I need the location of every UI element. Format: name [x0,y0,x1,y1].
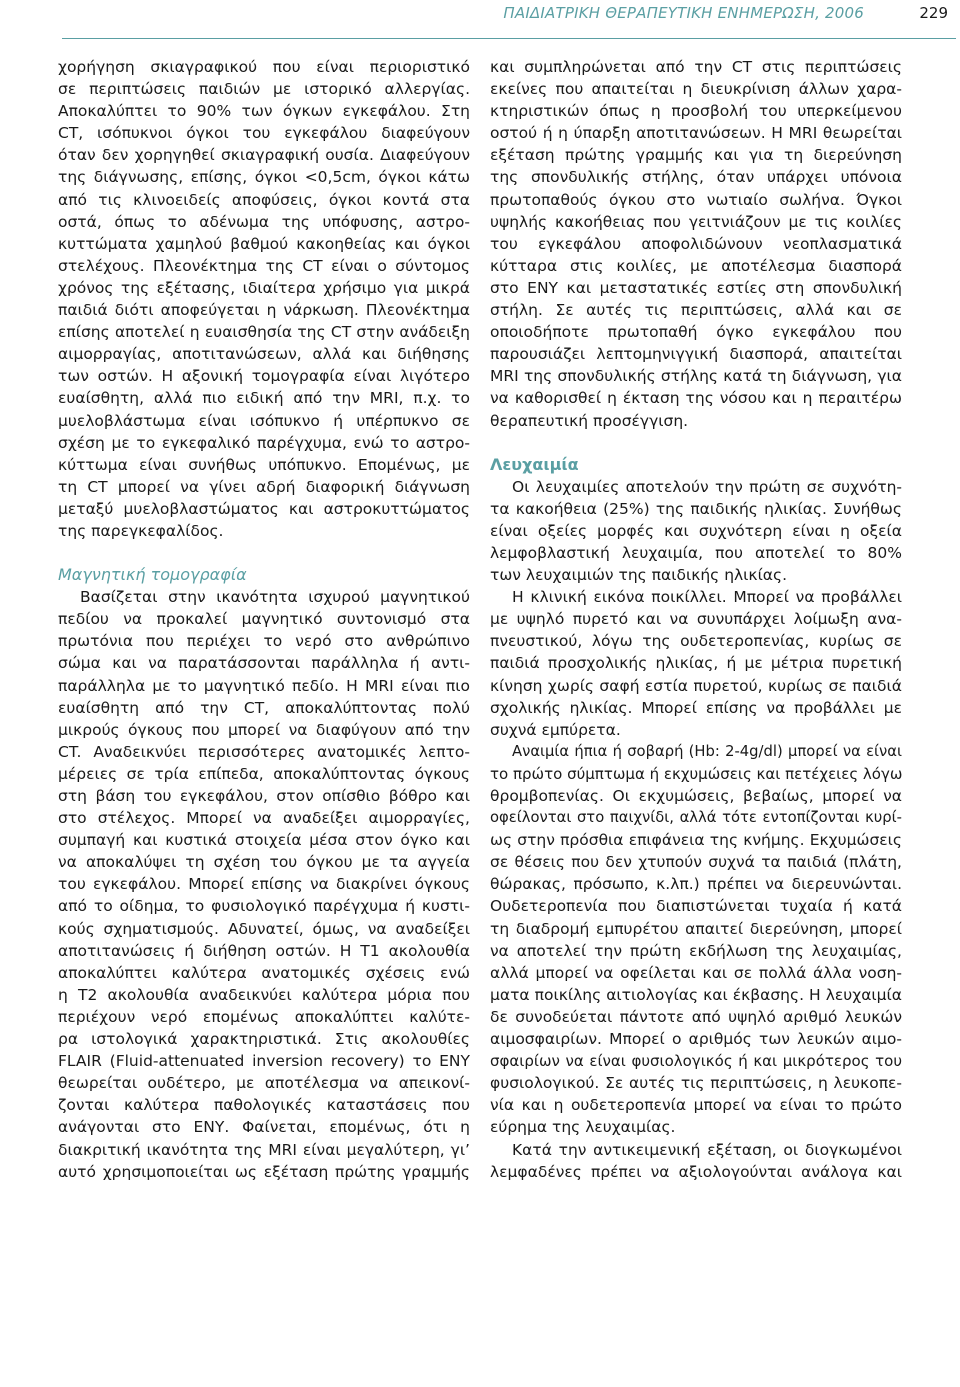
text-line: οστά, όπως το αδένωμα της υπόφυσης, αστρο- [58,212,470,231]
text-line: φυσιολογικού. Σε αυτές τις περιπτώσεις, η λευκοπε- [490,1074,902,1093]
text-line: η Τ2 ακολουθία αναδεικνύει καλύτερα μόρια που [58,985,470,1004]
text-line: χορήγηση σκιαγραφικού που είναι περιοριστικό [58,58,470,76]
text-line: παιδιά διότι αποφεύγεται η νάρκωση. Πλεονέκτημα [58,301,470,320]
text-line: CT. Αναδεικνύει περισσότερες ανατομικές λεπτο- [58,742,470,761]
text-line: της σπονδυλικής στήλης, όταν υπάρχει υπόνοια [490,168,902,187]
text-line: θρομβοπενίας. Οι εκχυμώσεις, βεβαίως, μπορεί να [490,787,902,805]
right-column [490,56,902,1183]
text-line: Οι λευχαιμίες αποτελούν την πρώτη σε συχνότη- [512,477,902,496]
text-line: με υψηλό πυρετό και να συνυπάρχει λοίμωξη ανα- [490,610,902,629]
text-line: ευαίσθητη, αλλά πιο ειδική από την MRI, π.χ. το [58,389,470,408]
text-line: υψηλής κακοήθειας που γειτνιάζουν με τις κοιλίες [490,212,902,231]
text-line: Κατά την αντικειμενική εξέταση, οι διογκωμένοι [512,1140,902,1159]
section-heading-leukemia: Λευχαιμία [490,454,579,474]
text-line: να καθορισθεί η έκταση της νόσου και η περαιτέρω [490,389,902,408]
text-line: αιμοσφαιρίων. Μπορεί ο αριθμός των λευκών αιμο- [490,1030,902,1049]
text-line: λεμφοβλαστική λευχαιμία, που αποτελεί το 80% [490,543,902,562]
page-number: 229 [919,4,948,22]
mri-paragraph [58,586,470,1183]
text-line: στο στέλεχος. Μπορεί να αναδείξει αιμορραγίες, [58,809,470,828]
text-line: λεμφαδένες πρέπει να αξιολογούνται ανάλογα και [490,1162,902,1181]
leukemia-paragraph-4 [490,1139,902,1183]
section-heading-mri: Μαγνητική τομογραφία [58,565,247,585]
left-column [58,56,470,1183]
text-line: μέρειες σε τρία επίπεδα, αποκαλύπτοντας όγκους [58,764,470,783]
text-line: δε συνοδεύεται πάντοτε από υψηλό αριθμό λευκών [490,1007,902,1026]
text-line: κτηριστικών όπως η προσβολή του υπερκείμενου [490,102,902,121]
text-line: διακριτική ικανότητα της MRI είναι μεγαλύτερη, γι’ [58,1140,470,1159]
text-line: ανάγονται στο ΕΝΥ. Φαίνεται, επομένως, ότι η [58,1118,470,1137]
text-line: εξέταση πρώτης γραμμής και για τη διερεύνηση [490,146,902,165]
text-line: παιδιά προσχολικής ηλικίας, ή με μέτρια πυρετική [490,654,902,673]
leukemia-paragraph-2 [490,586,902,741]
text-line: εύρημα της λευχαιμίας. [490,1118,676,1137]
text-line: νία και η ουδετεροπενία μπορεί να είναι το πρώτο [490,1096,902,1115]
text-line: θώρακας, πρόσωπο, κ.λπ.) πρέπει να διερευνώνται. [490,875,902,894]
text-line: σε περιπτώσεις παιδιών με ιστορικό αλλεργίας. [58,80,470,99]
text-line: Αναιμία ήπια ή σοβαρή (Hb: 2-4g/dl) μπορεί να είναι [512,742,902,760]
running-header [62,0,956,39]
text-line: από το οίδημα, το φυσιολογικό παρέγχυμα ή κυστι- [58,897,470,916]
text-line: αποκαλύπτει καλύτερα ανατομικές σχέσεις ενώ [58,963,470,982]
text-line: πνευστικού, λόγω της ουδετεροπενίας, κυρίως σε [490,632,902,651]
text-line: και συμπληρώνεται από την CT στις περιπτώσεις [490,58,902,76]
text-line: πρωτοπαθούς όγκου στο νωτιαίο σωλήνα. Όγκοι [490,190,902,209]
text-line: επίσης αποτελεί η ευαισθησία της CT στην ανάδειξη [58,323,470,342]
text-line: συχνά εμπύρετα. [490,720,621,739]
text-line: της διάγνωσης, επίσης, όγκοι <0,5cm, όγκοι κάτω [58,168,470,187]
text-line: τα κακοήθεια (25%) της παιδικής ηλικίας. Συνήθως [490,499,902,518]
text-line: οστού ή η ύπαρξη αποτιτανώσεων. Η MRI θεωρείται [490,124,902,143]
text-line: εκείνες που απαιτείται η διευκρίνιση άλλων χαρα- [490,80,902,99]
text-line: κούς σχηματισμούς. Αδυνατεί, όμως, να αναδείξει [58,919,470,938]
text-line: στο ΕΝΥ και μεταστατικές εστίες στη σπονδυλική [490,278,902,297]
text-line: κύτταρα στις κοιλίες, με αποτέλεσμα διασπορά [490,256,902,275]
text-line: σχέση με το εγκεφαλικό παρέγχυμα, ενώ το αστρο- [58,433,470,452]
text-line: αποτιτανώσεις ή διήθηση οστών. Η Τ1 ακολουθία [58,941,470,960]
text-line: σε θέσεις που δεν χτυπούν συχνά τα παιδιά (πλάτη, [490,853,902,872]
text-line: ως στην πρόσθια επιφάνεια της κνήμης. Εκχυμώσεις [490,831,902,850]
text-line: οποιοδήποτε πρωτοπαθή όγκο εγκεφάλου που [490,323,902,342]
journal-title: ΠΑΙΔΙΑΤΡΙΚΗ ΘΕΡΑΠΕΥΤΙΚΗ ΕΝΗΜΕΡΩΣΗ, 2006 [503,4,864,22]
text-line: στη βάση του εγκεφάλου, στον οπίσθιο βόθρο και [58,787,470,805]
text-line: πρωτόνια που περιέχει το νερό στο ανθρώπινο [58,632,470,651]
text-line: μικρούς όγκους που μπορεί να διαφύγουν από την [58,720,470,739]
text-line: Βασίζεται στην ικανότητα ισχυρού μαγνητικού [80,588,470,607]
text-line: θεωρείται ουδέτερο, με αποτέλεσμα να απεικονί- [58,1074,470,1093]
text-line: κίνηση χωρίς σαφή εστία πυρετού, κυρίως σε παιδιά [490,676,902,695]
section-gap [490,432,902,454]
text-line: των οστών. Η αξονική τομογραφία είναι λιγότερο [58,367,470,386]
text-line: Η κλινική εικόνα ποικίλλει. Μπορεί να προβάλλει [512,588,902,607]
leukemia-paragraph-3 [490,741,902,1139]
text-line: να αποκαλύψει τη σχέση του όγκου με τα αγγεία [58,853,470,872]
text-line: του εγκεφάλου αποφολιδώνουν νεοπλασματικά [490,234,902,253]
text-line: αλλά μπορεί να οφείλεται και σε πολλά άλλα νοση- [490,963,902,982]
text-line: ζονται καλύτερα παθολογικές καταστάσεις που [58,1096,470,1115]
text-line: μεταξύ μυελοβλαστώματος και αστροκυττώματος [58,499,470,518]
text-line: είναι οξείες μορφές και συχνότερη είναι η οξεία [490,521,902,540]
text-line: οφείλονται στο παιχνίδι, αλλά τότε εντοπίζονται κυρί- [490,809,902,827]
text-line: στήλη. Σε αυτές τις περιπτώσεις, αλλά και σε [490,301,902,320]
text-line: περιέχουν νερό επομένως αποκαλύπτει καλύτε- [58,1007,470,1026]
ct-paragraph [58,56,470,542]
text-line: από τις κλινοειδείς αποφύσεις, όγκοι κοντά στα [58,190,470,209]
text-line: αιμορραγίας, αποτιτανώσεων, αλλά και διήθησης [58,345,470,364]
text-line: Ουδετεροπενία που διαπιστώνεται τυχαία ή κατά [490,897,902,916]
text-line: συμπαγή και κυστικά στοιχεία μέσα στον όγκο και [58,831,470,850]
text-line: μυελοβλάστωμα είναι ισόπυκνο ή υπέρπυκνο σε [58,411,470,430]
leukemia-paragraph-1 [490,476,902,586]
text-line: CT, ισόπυκνοι όγκοι του εγκεφάλου διαφεύγουν [58,124,470,143]
text-line: ρα ιστολογικά χαρακτηριστικά. Στις ακολουθίες [58,1030,470,1049]
text-line: τη διαδρομή εμπυρέτου απαιτεί διερεύνηση, μπορεί [490,919,902,938]
mri-continued-paragraph [490,56,902,432]
text-line: παρουσιάζει λεπτομηνιγγική διασπορά, απαιτείται [490,345,902,364]
text-line: του εγκεφάλου. Μπορεί επίσης να διακρίνει όγκους [58,875,470,894]
text-line: στελέχους. Πλεονέκτημα της CT είναι ο σύντομος [58,256,470,275]
text-line: σχολικής ηλικίας. Μπορεί επίσης να προβάλλει με [490,698,902,717]
text-line: αυτό χρησιμοποιείται ως εξέταση πρώτης γραμμής [58,1162,470,1181]
text-line: FLAIR (Fluid-attenuated inversion recovery) το ΕΝΥ [58,1052,470,1071]
text-line: πεδίου να προκαλεί μαγνητικό συντονισμό στα [58,610,470,629]
text-line: το πρώτο σύμπτωμα ή εκχυμώσεις και πετέχειες λόγω [490,764,902,783]
text-line: να αποτελεί την πρώτη εκδήλωση της λευχαιμίας, [490,941,902,960]
text-line: ματα ποικίλης αιτιολογίας και έκβασης. Η λευχαιμία [490,985,902,1004]
text-line: χρόνος της εξέτασης, ιδιαίτερα χρήσιμο για μικρά [58,278,470,297]
text-line: τη CT μπορεί να γίνει αδρή διαφορική διάγνωση [58,477,470,496]
text-line: σφαιρίων να είναι φυσιολογικός ή και μικρότερος του [490,1052,902,1071]
section-gap [58,542,470,564]
text-line: ευαίσθητη από την CT, αποκαλύπτοντας πολύ [58,698,470,717]
text-line: όταν δεν χορηγηθεί σκιαγραφική ουσία. Διαφεύγουν [58,146,470,165]
text-line: Αποκαλύπτει το 90% των όγκων εγκεφάλου. Στη [58,102,470,121]
text-line: παράλληλα με το μαγνητικό πεδίο. Η MRI είναι πιο [58,676,470,695]
text-line: κυττώματα χαμηλού βαθμού κακοηθείας και όγκοι [58,234,470,253]
text-line: της παρεγκεφαλίδος. [58,521,224,540]
text-line: κύττωμα είναι συνήθως υπόπυκνο. Επομένως, με [58,455,470,474]
text-line: των λευχαιμιών της παιδικής ηλικίας. [490,566,788,585]
text-line: σώμα και να παρατάσσονται παράλληλα ή αντι- [58,654,470,673]
text-line: θεραπευτική προσέγγιση. [490,411,689,430]
text-line: MRI της σπονδυλικής στήλης κατά τη διάγνωση, για [490,367,902,386]
